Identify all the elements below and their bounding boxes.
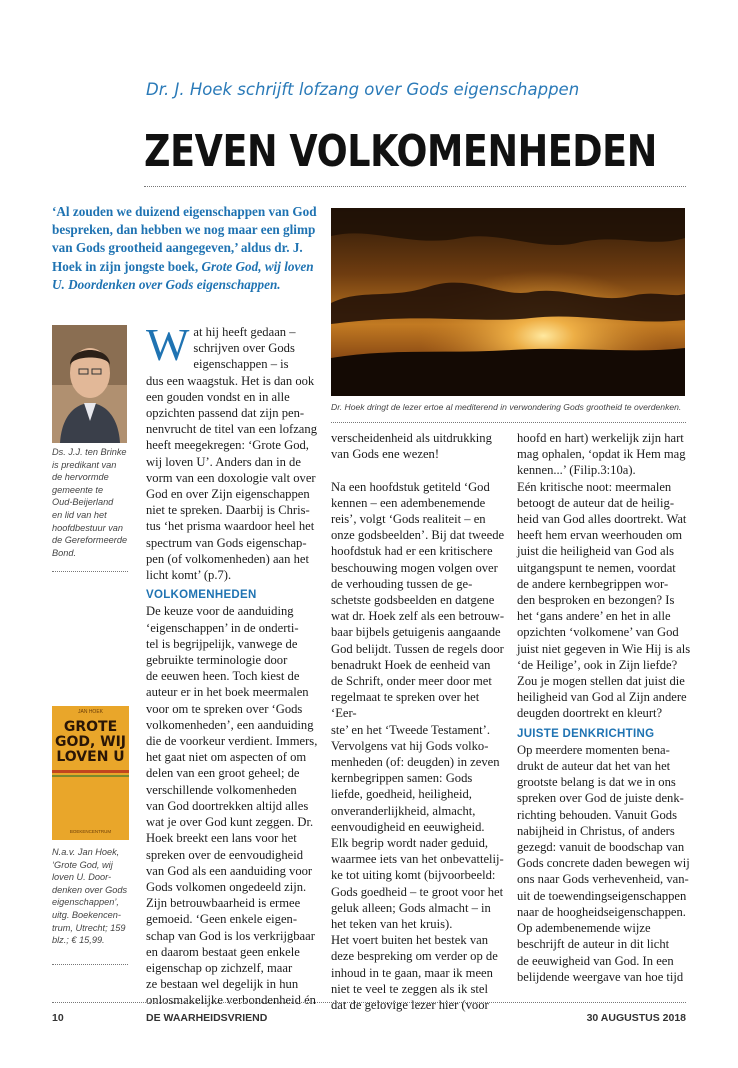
text-line: regelmaat te spreken over het ‘Eer-: [331, 690, 480, 721]
sunset-photo: [331, 208, 685, 396]
text-line: van Gods ene wezen!: [331, 447, 440, 462]
intro-text: ‘Al zouden we duizend eigenschappen van God bespreken, dan hebben we nog maar een glimp van Gods grootheid aangegeven,’ aldus dr. J. Hoek in zijn jongste boek,: [52, 204, 317, 274]
section-heading-volkomenheden: VOLKOMENHEDEN: [146, 589, 257, 602]
text-line: het gaat niet om aspecten of om: [146, 750, 307, 765]
text-line: ‘eigenschappen’ in de onderti-: [146, 620, 299, 635]
text-line: van God doortrekken altijd alles: [146, 798, 309, 813]
text-line: ‘de Heilige’, ook in Zijn liefde?: [517, 657, 678, 672]
book-cover-author: JAN HOEK: [77, 709, 103, 715]
body-column-1: [146, 319, 322, 1009]
text-line: wat dr. Hoek zelf als een betrouw-: [331, 609, 505, 624]
book-details-line: eigenschappen’,: [52, 897, 119, 908]
book-details-line: ‘Grote God, wij: [52, 859, 113, 870]
text-line: heeft meegekregen: ‘Grote God,: [146, 438, 309, 453]
text-line: voor om te spreken over ‘Gods: [146, 701, 303, 716]
text-line: Vervolgens vat hij Gods volko-: [331, 738, 489, 753]
text-line: het teken van het kruis).: [331, 917, 453, 932]
text-line: eenvoudigheid en eeuwigheid.: [331, 819, 485, 834]
author-bio-line: de Gereformeerde: [52, 535, 128, 546]
text-line: vorm van een doxologie valt over: [146, 470, 316, 485]
text-line: eigenschap op zichzelf, maar: [146, 960, 293, 975]
book-cover-stripe: [52, 775, 129, 777]
section-heading-juiste-denkrichting: JUISTE DENKRICHTING: [517, 727, 655, 740]
text-line: drukt de auteur dat het van het: [517, 759, 671, 774]
book-details: [52, 846, 132, 947]
text-line: van God als een aanduiding voor: [146, 863, 313, 878]
text-line: eigenschappen – is: [193, 357, 289, 372]
text-line: inhoud in te gaan, maar ik meen: [331, 965, 493, 980]
text-line: onze godsbeelden’. Bij dat tweede: [331, 528, 505, 543]
text-line: baar bijbels getuigenis aangaande: [331, 625, 501, 640]
text-line: benadrukt Hoek de eenheid van: [331, 657, 491, 672]
text-line: juist die heiligheid van God als: [517, 544, 675, 559]
text-line: reis’, volgt ‘Gods realiteit – en: [331, 512, 486, 526]
text-line: kennen...’ (Filip.3:10a).: [517, 463, 636, 478]
author-bio: [52, 446, 132, 559]
text-line: at hij heeft gedaan –: [193, 325, 296, 339]
text-line: verschillende volkomenheden: [146, 782, 297, 797]
magazine-name: DE WAARHEIDSVRIEND: [146, 1012, 268, 1024]
book-details-line: uitg. Boekencen-: [52, 909, 121, 920]
book-details-line: blz.; € 15,99.: [52, 935, 105, 946]
text-line: God belijdt. Tussen de regels door: [331, 641, 504, 656]
text-line: deugden doortrekt en kleurt?: [517, 706, 663, 721]
text-line: Zijn betrouwbaarheid is ermee: [146, 896, 301, 911]
text-line: uit de toewendingseigenschappen: [517, 888, 687, 903]
text-line: Op meerdere momenten bena-: [517, 742, 670, 757]
issue-date: 30 AUGUSTUS 2018: [586, 1012, 686, 1024]
author-bio-line: Ds. J.J. ten Brinke: [52, 447, 127, 457]
text-line: ze bestaan wel degelijk in hun: [146, 977, 299, 992]
text-line: de eeuwen heen. Toch kiest de: [146, 669, 300, 684]
text-line: beschrijft de auteur in dit licht: [517, 937, 670, 952]
text-line: de eeuwigheid van God. In een: [517, 953, 674, 968]
text-line: pen (of volkomenheden) aan het: [146, 551, 309, 566]
author-bio-line: hoofdbestuur van: [52, 522, 124, 533]
text-line: onlosmakelijke verbondenheid én: [146, 993, 316, 1008]
text-line: licht komt’ (p.7).: [146, 568, 232, 583]
text-line: ons naar Gods verhevenheid, van-: [517, 872, 689, 887]
text-line: Hoek breekt een lans voor het: [146, 831, 297, 846]
text-line: richting behouden. Vanuit Gods: [517, 807, 677, 822]
text-line: heiligheid van God al Zijn andere: [517, 690, 687, 705]
column-2-paragraph: [331, 430, 507, 1013]
text-line: tel is begrijpelijk, vanwege de: [146, 636, 298, 651]
text-line: betoogt de auteur dat de heilig-: [517, 495, 675, 510]
author-bio-line: en lid van het: [52, 509, 107, 520]
column-3-paragraph: [517, 430, 693, 722]
text-line: de verhouding tussen de ge-: [331, 576, 473, 591]
text-line: delen van een groot geheel; de: [146, 766, 300, 781]
author-bio-line: Oud-Beijerland: [52, 497, 114, 508]
book-details-line: denken over Gods: [52, 884, 128, 895]
text-line: Het voert buiten het bestek van: [331, 933, 489, 948]
text-line: waarmee iets van het onbevattelij-: [331, 852, 504, 867]
text-line: schap van God is los verkrijgbaar: [146, 928, 315, 943]
text-line: opzichten passend dat zijn pen-: [146, 406, 305, 421]
text-line: de andere kernbegrippen wor-: [517, 576, 669, 591]
text-line: dat de gelovige lezer hier (voor: [331, 998, 489, 1013]
book-cover-title-line: GROTE: [63, 719, 118, 735]
text-line: belijdende weergave van hoe tijd: [517, 969, 684, 984]
footer-divider: [52, 1002, 686, 1003]
text-line: liefde, goedheid, heiligheid,: [331, 787, 472, 802]
book-cover-publisher: BOEKENCENTRUM: [69, 829, 112, 834]
intro-paragraph: [52, 203, 322, 294]
text-line: wij loven U’. Anders dan in de: [146, 454, 301, 469]
author-bio-line: Bond.: [52, 547, 77, 558]
article-title: ZEVEN VOLKOMENHEDEN: [144, 126, 657, 177]
text-line: opzichten ‘volkomene’ van God: [517, 625, 679, 640]
text-line: die de voorkeur verdient. Immers,: [146, 734, 318, 749]
text-line: juist niet gegeven in Wie Hij is als: [517, 641, 691, 656]
text-line: Na een hoofdstuk getiteld ‘God: [331, 479, 490, 494]
text-line: Elk begrip wordt nader geduid,: [331, 836, 489, 851]
text-line: en daarom bestaat geen enkele: [146, 944, 300, 959]
book-details-line: trum, Utrecht; 159: [52, 922, 126, 933]
text-line: nenvrucht de titel van een lofzang: [146, 422, 317, 437]
photo-caption: Dr. Hoek dringt de lezer ertoe al mediterend in verwondering Gods grootheid te overdenken.: [331, 402, 682, 412]
text-line: verscheidenheid als uitdrukking: [331, 431, 492, 445]
book-cover-title-line: GOD, WIJ: [54, 734, 127, 750]
body-column-2: [331, 430, 507, 1013]
text-line: tus ‘het prisma waardoor heel het: [146, 519, 315, 534]
text-line: menheden (of: deugden) in zeven: [331, 755, 500, 770]
book-cover-title: [52, 720, 129, 765]
text-line: heid van God alles doortrekt. Wat: [517, 512, 687, 527]
author-bio-divider: [52, 571, 128, 572]
text-line: De keuze voor de aanduiding: [146, 604, 294, 619]
body-column-3: [517, 430, 693, 985]
text-line: onveranderlijkheid, almacht,: [331, 803, 476, 818]
text-line: Zou je mogen stellen dat juist die: [517, 674, 685, 689]
text-line: dus een waagstuk. Het is dan ook: [146, 373, 315, 388]
intro-book-title: Grote God, wij loven U. Doordenken over Gods eigenschappen.: [52, 258, 314, 292]
text-line: schetste godsbeelden en datgene: [331, 593, 495, 608]
text-line: heeft hem ervan weerhouden om: [517, 528, 683, 543]
text-line: Gods goedheid – te groot voor het: [331, 884, 504, 899]
book-cover-stripe: [52, 770, 129, 773]
author-bio-line: gemeente te: [52, 484, 104, 495]
text-line: geluk alleen; Gods almacht – in: [331, 900, 491, 915]
text-line: spectrum van Gods eigenschap-: [146, 535, 307, 550]
text-line: beschouwing mogen volgen over: [331, 560, 498, 575]
text-line: God en over Zijn eigenschappen: [146, 487, 310, 502]
text-line: niet te spreken. Daarbij is Chris-: [146, 503, 310, 518]
text-line: gemoeid. ‘Geen enkele eigen-: [146, 912, 298, 927]
caption-divider: [331, 422, 686, 423]
author-bio-line: is predikant van: [52, 459, 117, 470]
text-line: [331, 462, 507, 478]
drop-cap: W: [146, 319, 190, 370]
text-line: gebruikte terminologie door: [146, 653, 288, 668]
text-line: schrijven over Gods: [193, 341, 295, 356]
book-details-line: N.a.v. Jan Hoek,: [52, 847, 120, 857]
text-line: een gouden vondst en in alle: [146, 389, 290, 404]
author-bio-line: de hervormde: [52, 472, 109, 483]
text-line: het ‘gans andere’ en het in alle: [517, 609, 671, 624]
column-1-paragraph: [146, 603, 322, 1008]
text-line: deze bespreking om verder op de: [331, 949, 498, 964]
text-line: grootste belang is dat we in ons: [517, 775, 676, 790]
text-line: auteur er in het boek meermalen: [146, 685, 309, 700]
text-line: hoofd en hart) werkelijk zijn hart: [517, 431, 684, 445]
book-details-divider: [52, 964, 128, 965]
article-kicker: Dr. J. Hoek schrijft lofzang over Gods eigenschappen: [146, 80, 580, 99]
text-line: wat je over God kunt zeggen. Dr.: [146, 815, 314, 830]
text-line: niet te veel te zeggen als ik stel: [331, 981, 489, 996]
book-cover: [52, 706, 129, 840]
text-line: spreken over God de juiste denk-: [517, 791, 684, 806]
text-line: kennen – een adembenemende: [331, 495, 486, 510]
text-line: volkomenheden’, een aanduiding: [146, 717, 314, 732]
text-line: de Schrift, onder meer door met: [331, 674, 492, 689]
text-line: naar de hoogheidseigenschappen.: [517, 904, 686, 919]
text-line: ste’ en het ‘Tweede Testament’.: [331, 722, 490, 737]
text-line: nabijheid in Christus, of anders: [517, 823, 675, 838]
text-line: Gods concrete daden bewegen wij: [517, 856, 690, 871]
text-line: den besproken en bezongen? Is: [517, 593, 675, 608]
text-line: ke tot uiting komt (bijvoorbeeld:: [331, 868, 496, 883]
book-details-line: loven U. Door-: [52, 872, 112, 883]
text-line: spreken over de eenvoudigheid: [146, 847, 304, 862]
book-cover-title-line: LOVEN U: [56, 749, 125, 765]
page-number: 10: [52, 1012, 64, 1024]
text-line: Op adembenemende wijze: [517, 921, 651, 936]
author-portrait: [52, 325, 127, 443]
text-line: Gods volkomen ongedeeld zijn.: [146, 879, 307, 894]
title-divider: [144, 186, 686, 187]
text-line: uitgangspunt te nemen, voordat: [517, 560, 676, 575]
text-line: kernbegrippen samen: Gods: [331, 771, 473, 786]
column-3-paragraph: [517, 742, 693, 985]
text-line: gezegd: vanuit de boodschap van: [517, 840, 685, 855]
text-line: Eén kritische noot: meermalen: [517, 479, 672, 494]
text-line: hoofdstuk had er een kritischere: [331, 544, 493, 559]
text-line: mag ophalen, ‘opdat ik Hem mag: [517, 447, 686, 462]
